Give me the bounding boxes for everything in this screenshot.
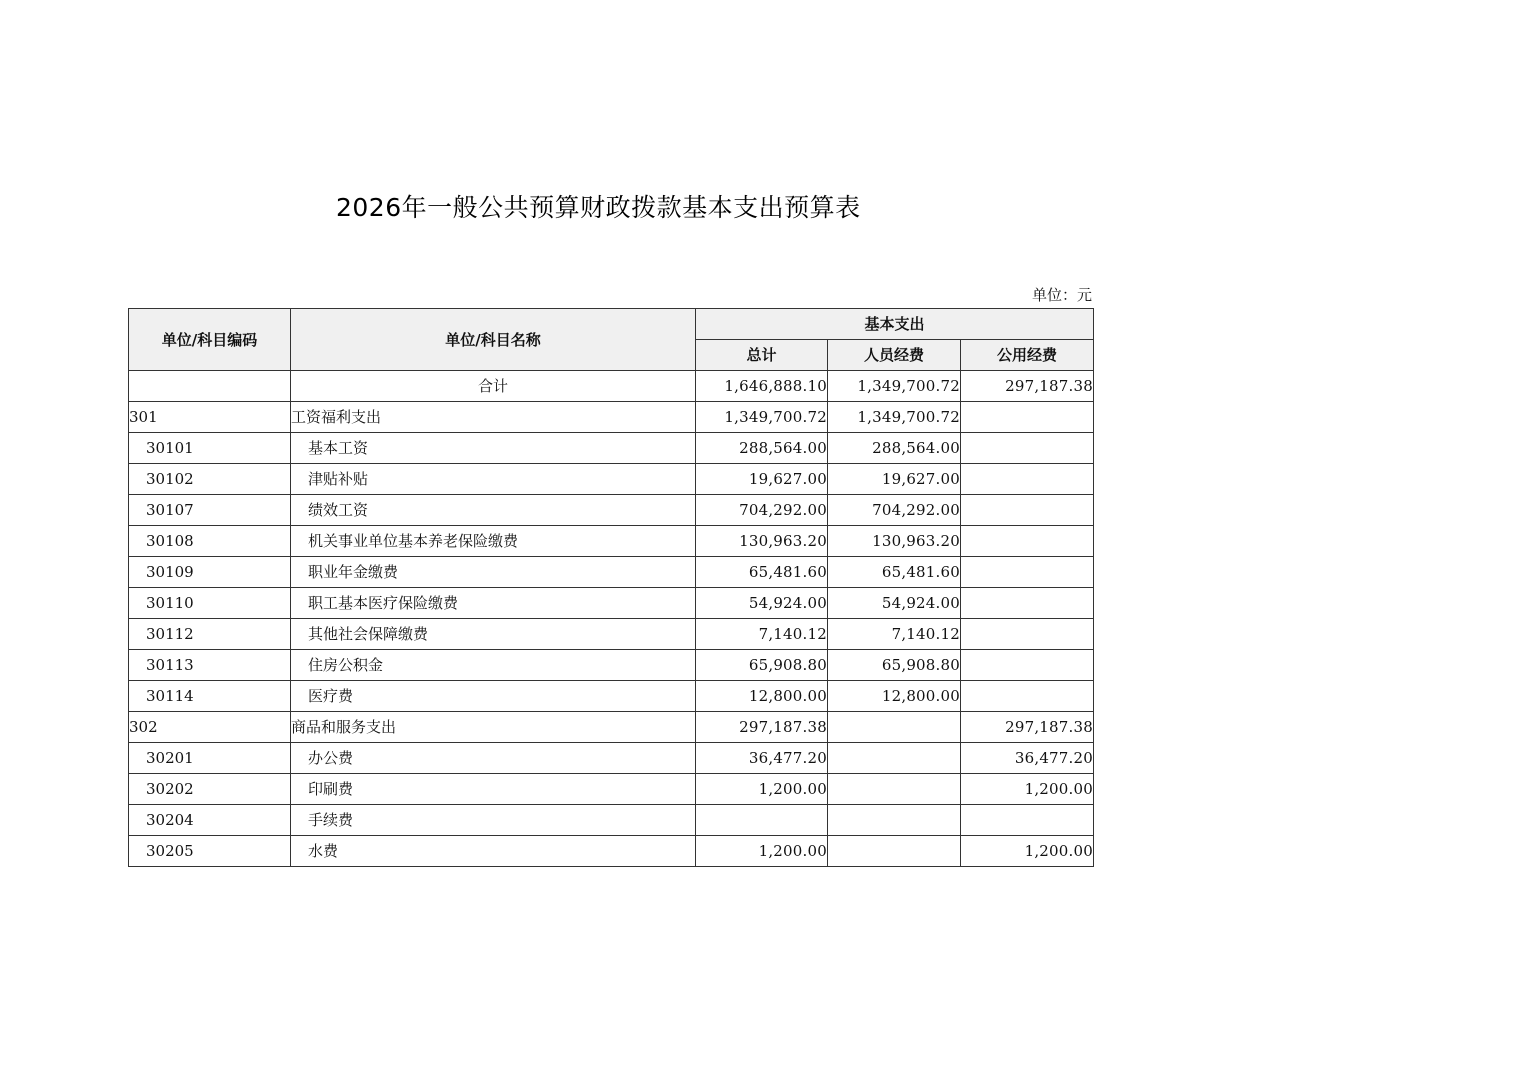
row-code: 30101: [129, 433, 291, 464]
row-name: 水费: [291, 836, 696, 867]
row-name: 办公费: [291, 743, 696, 774]
table-row: [129, 433, 1094, 464]
row-personnel: 19,627.00: [828, 464, 961, 495]
header-name: 单位/科目名称: [291, 309, 696, 371]
row-public: 36,477.20: [961, 743, 1094, 774]
row-code: 30112: [129, 619, 291, 650]
row-code: 30110: [129, 588, 291, 619]
row-name: 基本工资: [291, 433, 696, 464]
row-total: 130,963.20: [696, 526, 828, 557]
header-total: 总计: [696, 340, 828, 371]
row-public: 1,200.00: [961, 774, 1094, 805]
row-personnel: 65,481.60: [828, 557, 961, 588]
table-row-total: [129, 371, 1094, 402]
table-row: [129, 743, 1094, 774]
table-row: [129, 774, 1094, 805]
row-name: 机关事业单位基本养老保险缴费: [291, 526, 696, 557]
table-body: [129, 371, 1094, 867]
row-personnel: 1,349,700.72: [828, 371, 961, 402]
row-name: 职业年金缴费: [291, 557, 696, 588]
row-code: 30107: [129, 495, 291, 526]
row-code: 30113: [129, 650, 291, 681]
row-name: 合计: [291, 371, 696, 402]
row-name: 医疗费: [291, 681, 696, 712]
row-code: 30205: [129, 836, 291, 867]
page-title: 2026年一般公共预算财政拨款基本支出预算表: [336, 193, 861, 222]
row-code: 30202: [129, 774, 291, 805]
row-personnel: [828, 712, 961, 743]
row-name: 绩效工资: [291, 495, 696, 526]
row-personnel: 704,292.00: [828, 495, 961, 526]
row-public: [961, 588, 1094, 619]
row-personnel: 1,349,700.72: [828, 402, 961, 433]
row-total: 65,481.60: [696, 557, 828, 588]
row-personnel: 12,800.00: [828, 681, 961, 712]
row-name: 其他社会保障缴费: [291, 619, 696, 650]
row-total: 1,200.00: [696, 836, 828, 867]
row-public: 297,187.38: [961, 371, 1094, 402]
row-personnel: [828, 743, 961, 774]
row-code: [129, 371, 291, 402]
row-personnel: 7,140.12: [828, 619, 961, 650]
row-total: 704,292.00: [696, 495, 828, 526]
header-public: 公用经费: [961, 340, 1094, 371]
row-code: 30108: [129, 526, 291, 557]
header-personnel: 人员经费: [828, 340, 961, 371]
row-personnel: 130,963.20: [828, 526, 961, 557]
table-row: [129, 650, 1094, 681]
row-total: 7,140.12: [696, 619, 828, 650]
row-personnel: 54,924.00: [828, 588, 961, 619]
row-code: 302: [129, 712, 291, 743]
row-public: [961, 619, 1094, 650]
table-row: [129, 495, 1094, 526]
table-row: [129, 402, 1094, 433]
table-row: [129, 712, 1094, 743]
row-code: 301: [129, 402, 291, 433]
table-header: [129, 309, 1094, 371]
row-total: 54,924.00: [696, 588, 828, 619]
row-total: 19,627.00: [696, 464, 828, 495]
row-public: [961, 681, 1094, 712]
row-name: 津贴补贴: [291, 464, 696, 495]
row-public: [961, 402, 1094, 433]
row-name: 手续费: [291, 805, 696, 836]
table-row: [129, 619, 1094, 650]
row-public: [961, 805, 1094, 836]
row-public: [961, 650, 1094, 681]
row-public: [961, 557, 1094, 588]
row-public: [961, 433, 1094, 464]
table-row: [129, 557, 1094, 588]
row-code: 30109: [129, 557, 291, 588]
row-total: 65,908.80: [696, 650, 828, 681]
row-total: 1,349,700.72: [696, 402, 828, 433]
row-public: [961, 526, 1094, 557]
row-total: 297,187.38: [696, 712, 828, 743]
row-public: 1,200.00: [961, 836, 1094, 867]
table-row: [129, 836, 1094, 867]
row-name: 印刷费: [291, 774, 696, 805]
row-public: [961, 464, 1094, 495]
row-public: 297,187.38: [961, 712, 1094, 743]
row-name: 工资福利支出: [291, 402, 696, 433]
row-code: 30204: [129, 805, 291, 836]
row-personnel: [828, 836, 961, 867]
row-total: 288,564.00: [696, 433, 828, 464]
row-code: 30102: [129, 464, 291, 495]
row-code: 30114: [129, 681, 291, 712]
table-row: [129, 805, 1094, 836]
row-personnel: [828, 774, 961, 805]
table-row: [129, 464, 1094, 495]
row-name: 商品和服务支出: [291, 712, 696, 743]
row-total: 1,646,888.10: [696, 371, 828, 402]
row-personnel: 65,908.80: [828, 650, 961, 681]
row-personnel: [828, 805, 961, 836]
header-basic-expenditure: 基本支出: [696, 309, 1094, 340]
row-total: 36,477.20: [696, 743, 828, 774]
row-total: [696, 805, 828, 836]
row-name: 职工基本医疗保险缴费: [291, 588, 696, 619]
header-code: 单位/科目编码: [129, 309, 291, 371]
row-code: 30201: [129, 743, 291, 774]
row-total: 1,200.00: [696, 774, 828, 805]
row-personnel: 288,564.00: [828, 433, 961, 464]
table-row: [129, 681, 1094, 712]
row-public: [961, 495, 1094, 526]
row-total: 12,800.00: [696, 681, 828, 712]
budget-table: [128, 308, 1094, 867]
table-row: [129, 588, 1094, 619]
unit-label: 单位：元: [1031, 286, 1092, 304]
table-row: [129, 526, 1094, 557]
row-name: 住房公积金: [291, 650, 696, 681]
